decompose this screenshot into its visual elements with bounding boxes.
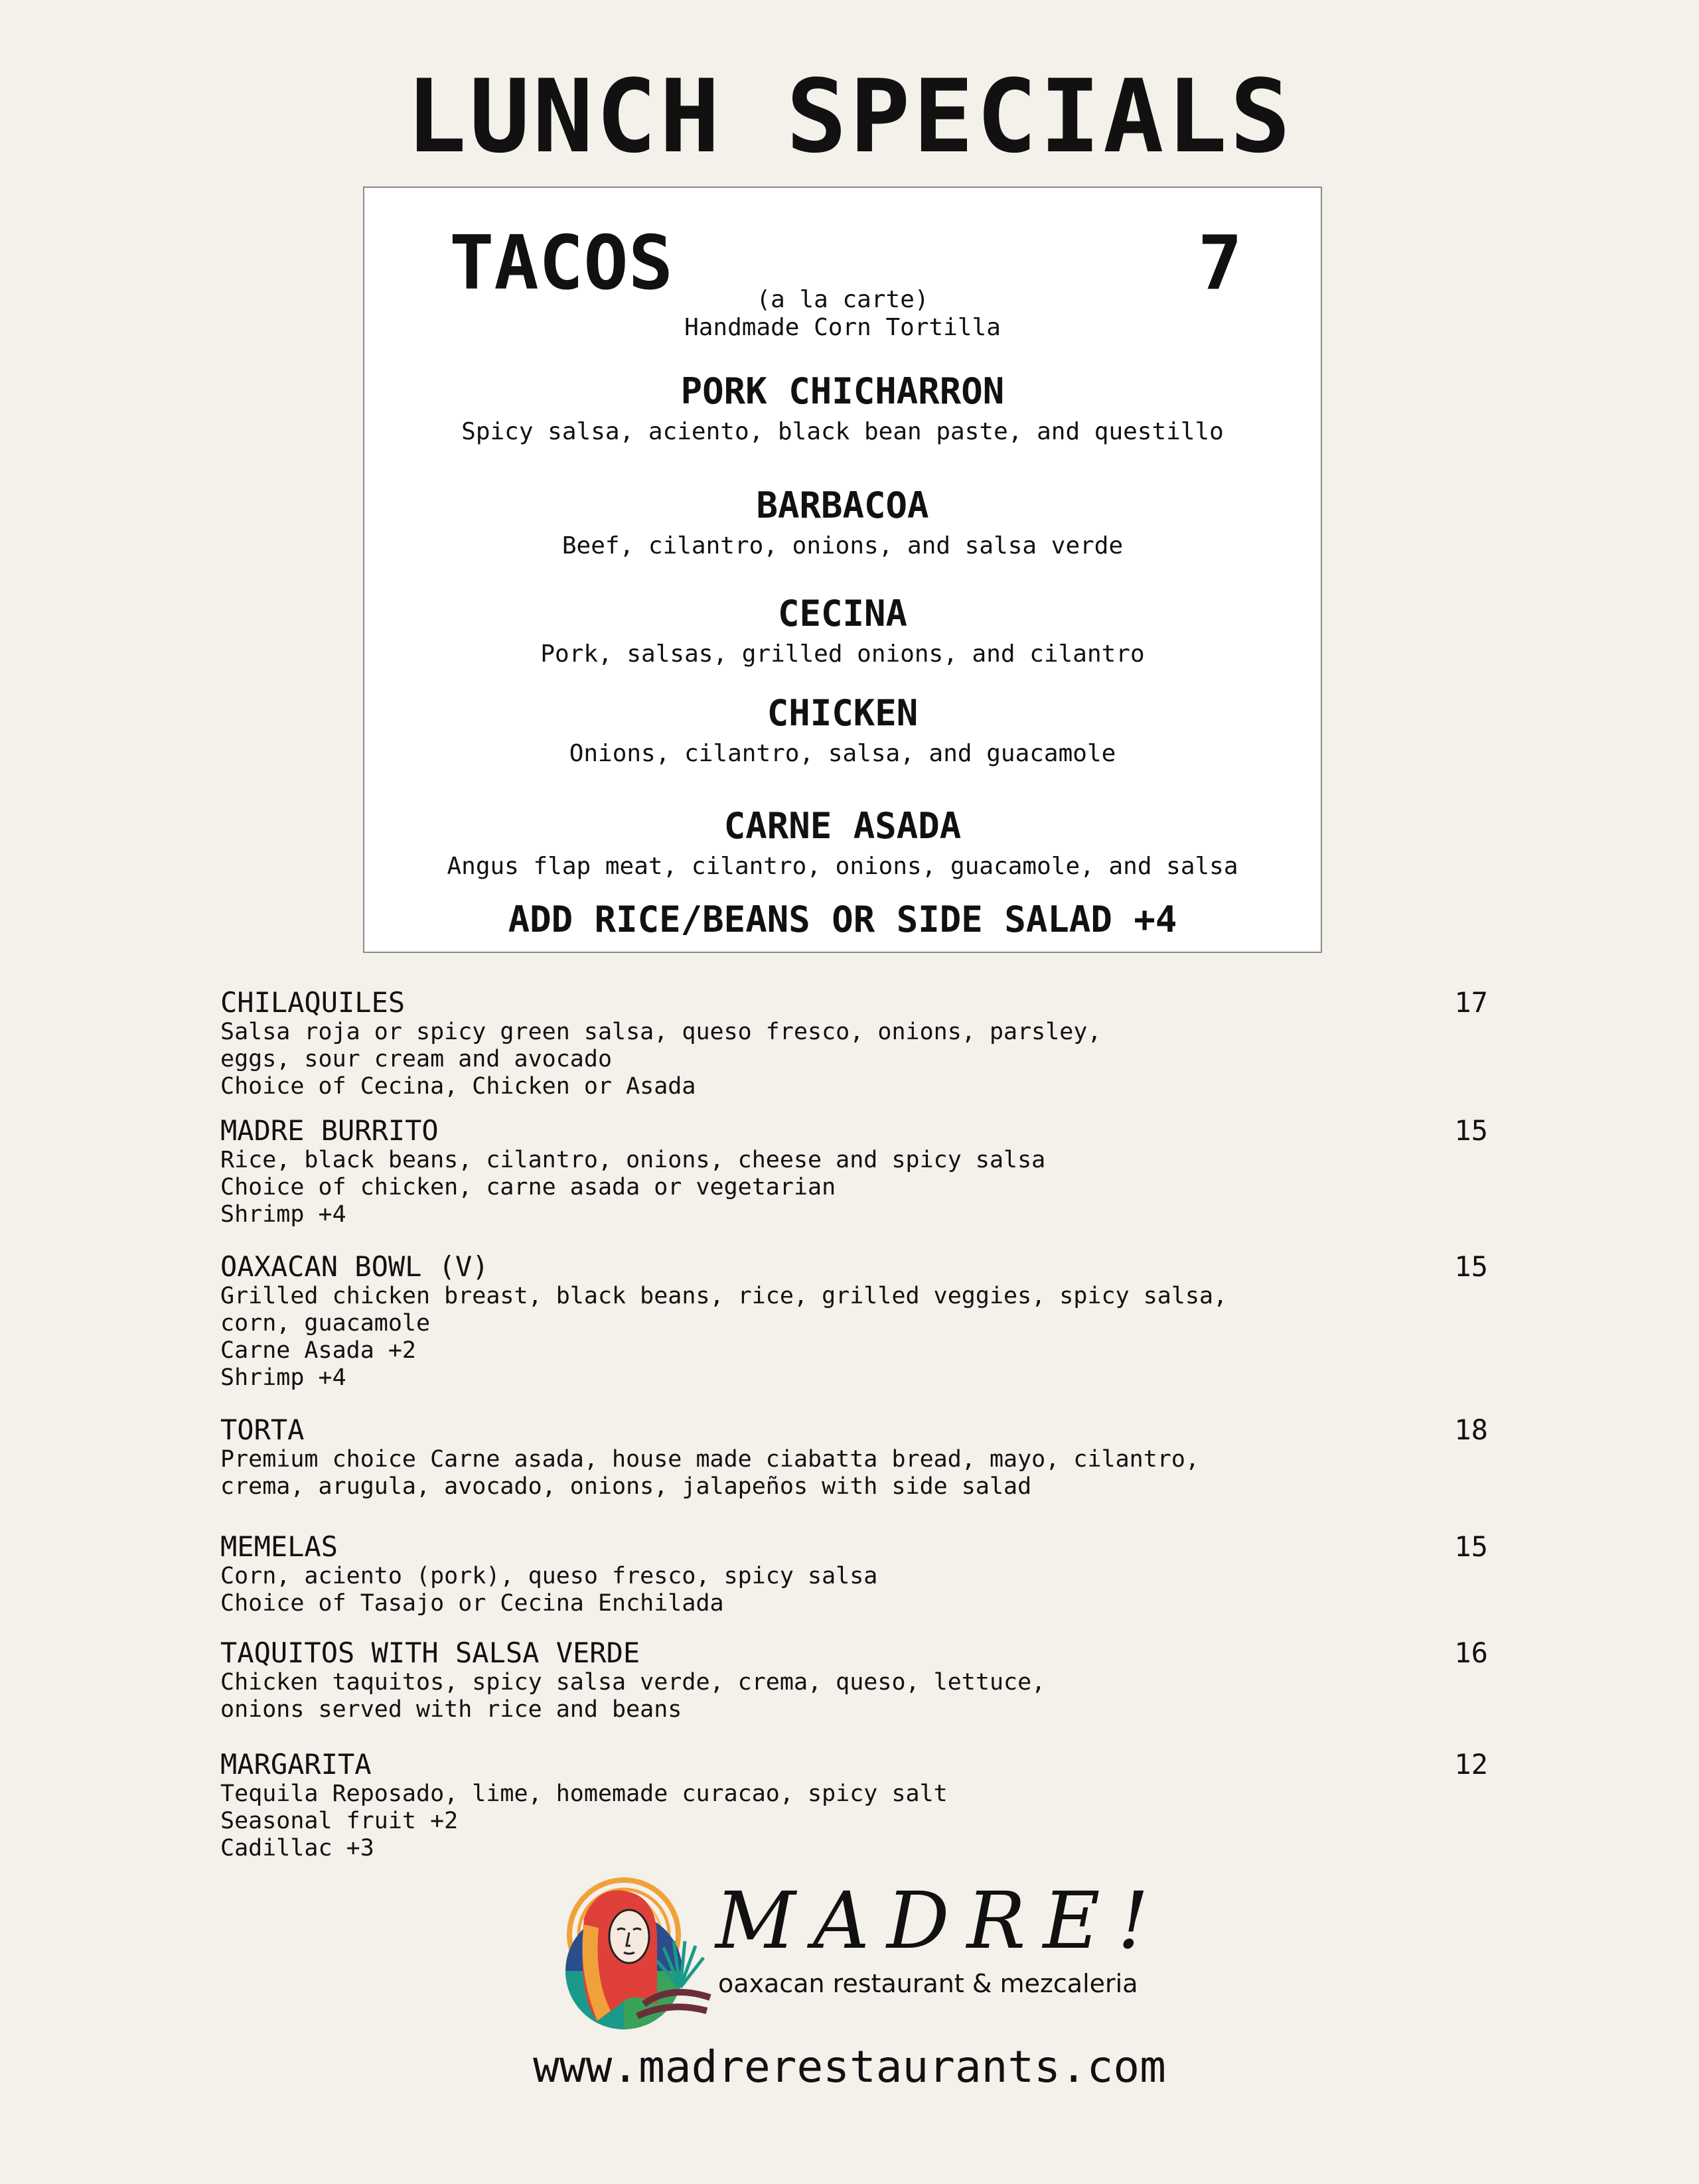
menu-item-price: 16	[1454, 1637, 1488, 1669]
menu-item-name: TAQUITOS WITH SALSA VERDE	[220, 1637, 640, 1669]
brand-tagline: oaxacan restaurant & mezcaleria	[718, 1969, 1138, 1998]
taco-desc: Onions, cilantro, salsa, and guacamole	[569, 740, 1116, 767]
menu-item	[220, 1749, 1488, 1862]
taco-desc: Beef, cilantro, onions, and salsa verde	[561, 532, 1124, 559]
menu-item-desc: Chicken taquitos, spicy salsa verde, crema, queso, lettuce, onions served with rice and beans	[220, 1669, 1046, 1723]
page-title: LUNCH SPECIALS	[406, 58, 1293, 175]
menu-item-price: 18	[1454, 1414, 1488, 1446]
taco-desc: Angus flap meat, cilantro, onions, guacamole, and salsa	[447, 853, 1238, 880]
menu-item-price: 15	[1454, 1114, 1488, 1147]
menu-item	[220, 987, 1488, 1100]
menu-item	[220, 1637, 1488, 1723]
menu-item-name: MARGARITA	[220, 1748, 372, 1781]
menu-item	[220, 1251, 1488, 1392]
menu-item-name: MEMELAS	[220, 1530, 338, 1563]
tacos-section	[363, 186, 1322, 953]
menu-item-name: MADRE BURRITO	[220, 1114, 439, 1147]
menu-item-name: CHILAQUILES	[220, 986, 406, 1019]
menu-item	[220, 1531, 1488, 1617]
tacos-addon: ADD RICE/BEANS OR SIDE SALAD +4	[508, 899, 1177, 940]
taco-desc: Spicy salsa, aciento, black bean paste, and questillo	[461, 418, 1224, 445]
taco-name: CECINA	[777, 593, 908, 634]
menu-item-price: 17	[1454, 986, 1488, 1019]
tacos-price: 7	[1197, 220, 1242, 307]
menu-item-desc: Salsa roja or spicy green salsa, queso fresco, onions, parsley, eggs, sour cream and avocado Choice of Cecina, Chicken or Asada	[220, 1019, 1102, 1100]
menu-item-name: TORTA	[220, 1414, 305, 1446]
tacos-note: (a la carte)	[756, 286, 929, 313]
taco-name: BARBACOA	[756, 484, 929, 526]
tacos-heading: TACOS	[449, 220, 674, 307]
menu-item-name: OAXACAN BOWL (V)	[220, 1250, 489, 1283]
menu-item-desc: Tequila Reposado, lime, homemade curacao, spicy salt Seasonal fruit +2 Cadillac +3	[220, 1781, 948, 1861]
tacos-tortilla: Handmade Corn Tortilla	[684, 314, 1001, 341]
menu-item	[220, 1414, 1488, 1500]
taco-desc: Pork, salsas, grilled onions, and cilantro	[540, 640, 1145, 668]
menu-item	[220, 1115, 1488, 1228]
menu-item-price: 15	[1454, 1530, 1488, 1563]
taco-name: CHICKEN	[767, 692, 919, 734]
website-link[interactable]: www.madrerestaurants.com	[533, 2041, 1166, 2092]
brand-name: MADRE!	[715, 1875, 1167, 1966]
taco-name: CARNE ASADA	[723, 805, 962, 847]
taco-name: PORK CHICHARRON	[680, 370, 1005, 412]
menu-item-desc: Rice, black beans, cilantro, onions, cheese and spicy salsa Choice of chicken, carne asada or vegetarian Shrimp +4	[220, 1147, 1046, 1228]
menu-item-price: 15	[1454, 1250, 1488, 1283]
menu-item-desc: Grilled chicken breast, black beans, rice, grilled veggies, spicy salsa, corn, guacamole Carne Asada +2 Shrimp +4	[220, 1283, 1228, 1391]
menu-item-price: 12	[1454, 1748, 1488, 1781]
menu-item-desc: Premium choice Carne asada, house made ciabatta bread, mayo, cilantro, crema, arugula, avocado, onions, jalapeños with side salad	[220, 1446, 1200, 1500]
menu-item-desc: Corn, aciento (pork), queso fresco, spicy salsa Choice of Tasajo or Cecina Enchilada	[220, 1563, 878, 1617]
